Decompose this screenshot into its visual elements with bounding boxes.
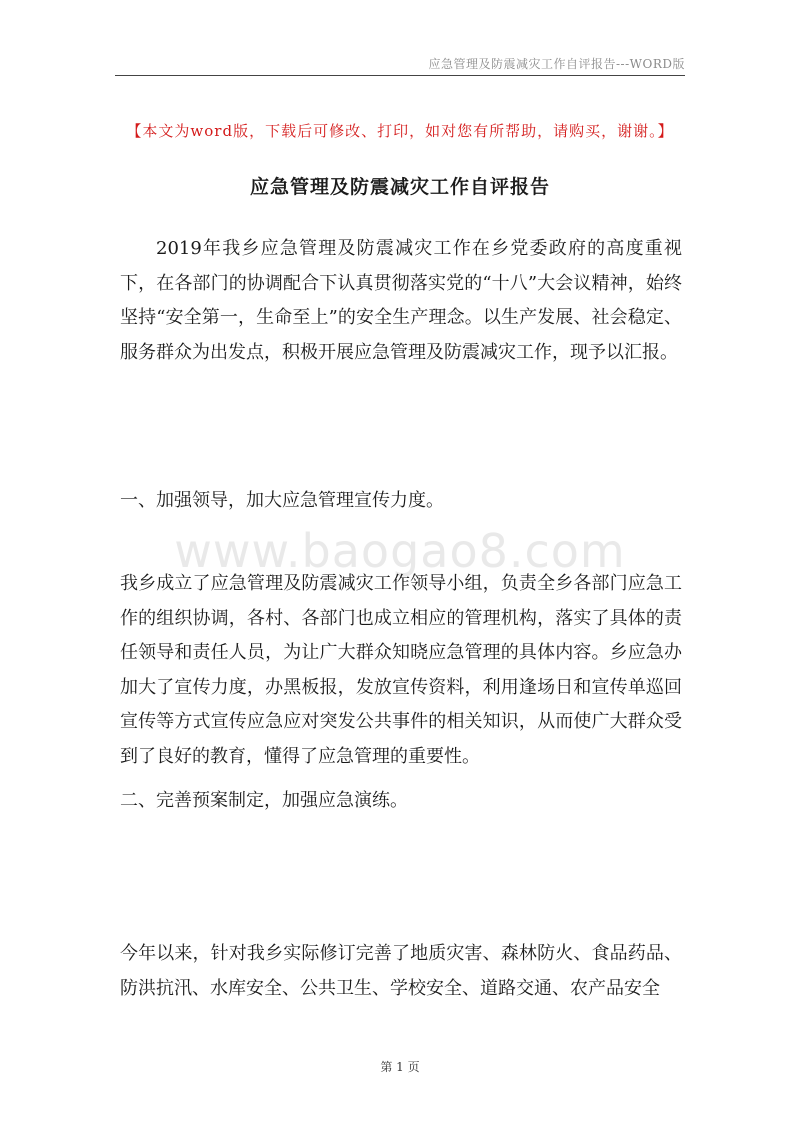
- header-divider: [115, 75, 685, 76]
- purchase-notice: 【本文为word版，下载后可修改、打印，如对您有所帮助，请购买，谢谢。】: [126, 122, 674, 140]
- running-header: 应急管理及防震减灾工作自评报告---WORD版: [428, 57, 685, 71]
- document-title: 应急管理及防震减灾工作自评报告: [249, 176, 550, 198]
- section-heading-2: 二、完善预案制定，加强应急演练。: [120, 790, 408, 811]
- section-1-paragraph: 我乡成立了应急管理及防震减灾工作领导小组，负责全乡各部门应急工作的组织协调，各村、各部门也成立相应的管理机构，落实了具体的责任领导和责任人员，为让广大群众知晓应急管理的具体内容。乡应急办加大了宣传力度，办黑板报，发放宣传资料，利用逢场日和宣传单巡回宣传等方式宣传应急应对突发公共事件的相关知识，从而使广大群众受到了良好的教育，懂得了应急管理的重要性。: [120, 573, 682, 767]
- page-number: 第 1 页: [380, 1060, 420, 1074]
- watermark-text: www.baogao8.com: [174, 524, 626, 578]
- section-heading-1: 一、加强领导，加大应急管理宣传力度。: [120, 490, 444, 511]
- section-2-paragraph: 今年以来，针对我乡实际修订完善了地质灾害、森林防火、食品药品、防洪抗汛、水库安全、公共卫生、学校安全、道路交通、农产品安全: [120, 943, 682, 999]
- intro-paragraph: 2019年我乡应急管理及防震减灾工作在乡党委政府的高度重视下，在各部门的协调配合下认真贯彻落实党的“十八”大会议精神，始终坚持“安全第一，生命至上”的安全生产理念。以生产发展、社会稳定、服务群众为出发点，积极开展应急管理及防震减灾工作，现予以汇报。: [120, 238, 682, 363]
